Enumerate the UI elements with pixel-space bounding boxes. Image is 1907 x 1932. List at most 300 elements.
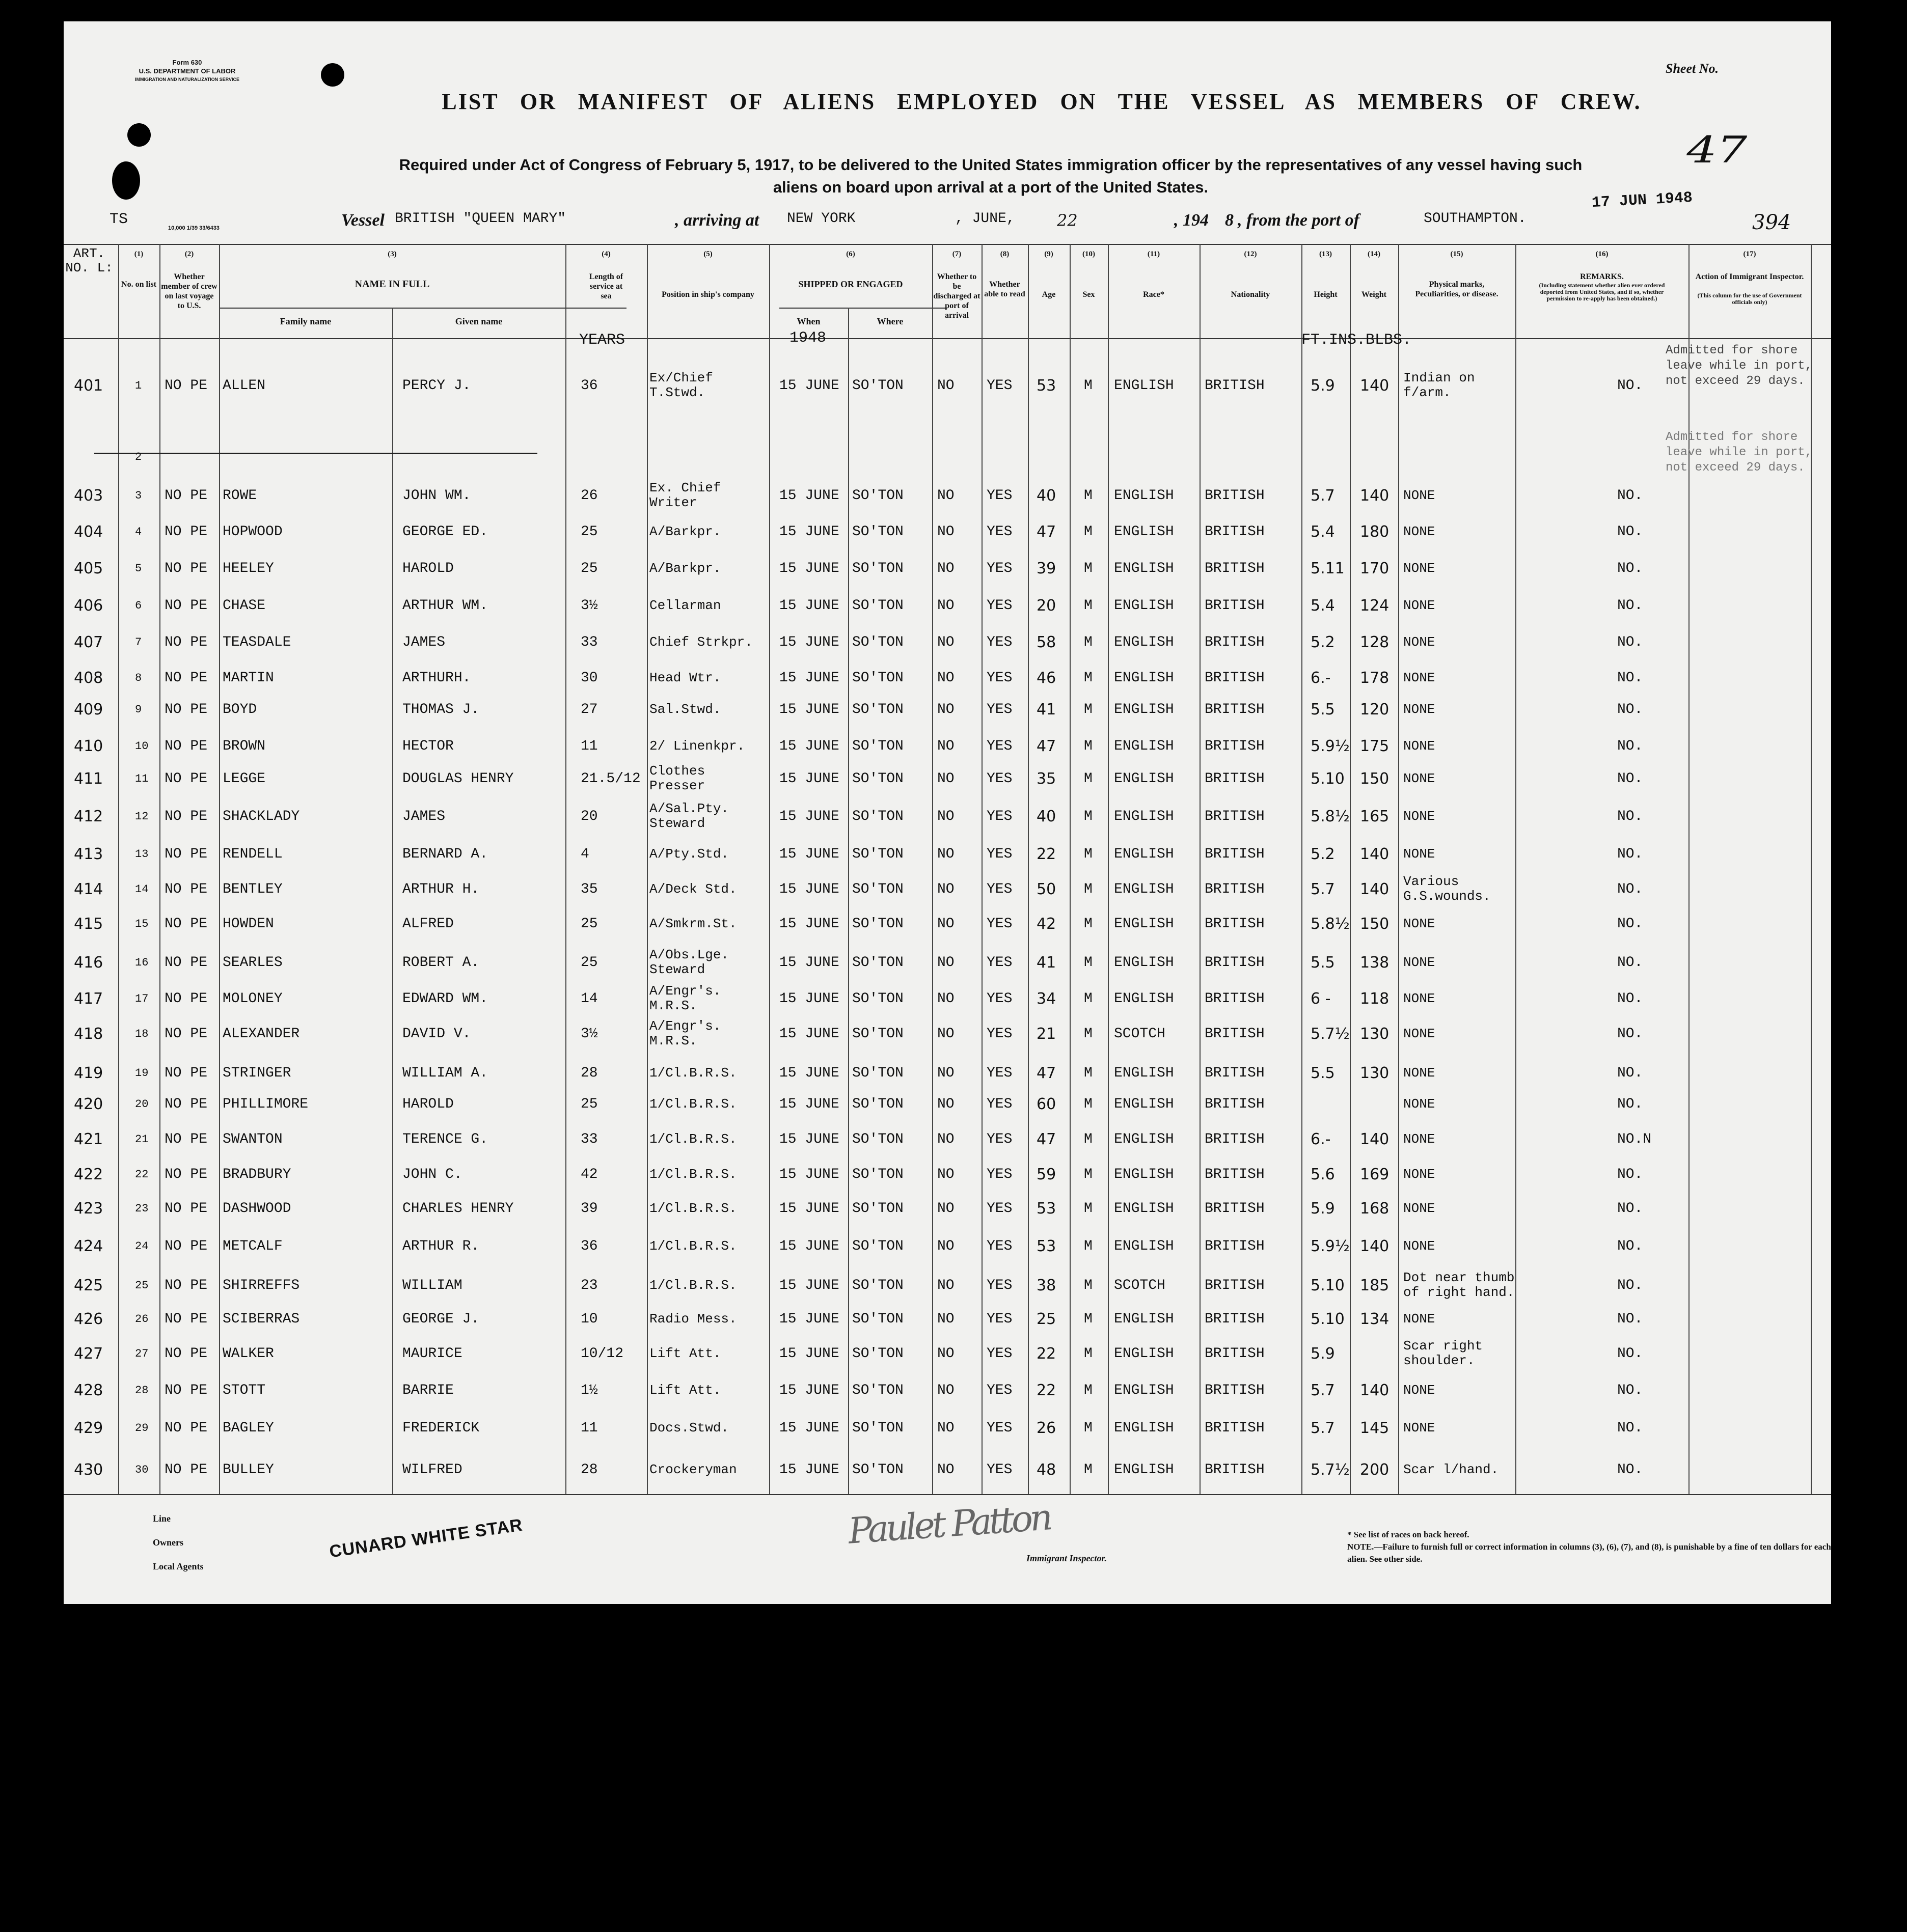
col-13-number: (13) — [1319, 250, 1332, 258]
age-cell: 20 — [1037, 596, 1056, 615]
remarks-cell: NO. — [1617, 1382, 1643, 1398]
sex-cell: M — [1084, 770, 1093, 787]
race-cell: ENGLISH — [1114, 738, 1174, 754]
punch-hole — [112, 161, 140, 200]
list-number-cell: 16 — [135, 956, 149, 969]
physical-marks-cell: NONE — [1403, 808, 1435, 824]
art-number: 420 — [74, 1095, 103, 1113]
weight-cell: 178 — [1360, 669, 1390, 687]
height-cell: 5.9 — [1311, 1344, 1335, 1363]
list-number-cell: 8 — [135, 671, 142, 684]
table-row — [64, 908, 1831, 939]
physical-marks-cell: NONE — [1403, 1166, 1435, 1182]
race-cell: SCOTCH — [1114, 1277, 1165, 1293]
shipped-where-cell: SO'TON — [852, 560, 904, 576]
physical-marks-cell: NONE — [1403, 990, 1435, 1006]
service-length-cell: 25 — [581, 523, 598, 540]
age-cell: 47 — [1037, 1064, 1056, 1082]
height-cell: 5.9½ — [1311, 737, 1350, 755]
race-cell: ENGLISH — [1114, 954, 1174, 971]
shipped-where-cell: SO'TON — [852, 377, 904, 394]
col-7-label: Whether to be discharged at port of arrival — [933, 272, 980, 320]
age-cell: 47 — [1037, 737, 1056, 755]
physical-marks-cell: NONE — [1403, 1096, 1435, 1112]
shipped-where-cell: SO'TON — [852, 990, 904, 1007]
art-number: 413 — [74, 845, 103, 863]
discharged-cell: NO — [937, 377, 955, 394]
unit-year: 1948 — [789, 329, 827, 347]
list-number-cell: 26 — [135, 1312, 149, 1326]
position-cell: 1/Cl.B.R.S. — [649, 1096, 737, 1112]
col-11-label: Race* — [1143, 290, 1164, 299]
able-to-read-cell: YES — [987, 1382, 1013, 1398]
position-cell: 1/Cl.B.R.S. — [649, 1238, 737, 1254]
list-number-cell: 10 — [135, 739, 149, 753]
table-row — [64, 763, 1831, 794]
sex-cell: M — [1084, 1382, 1093, 1398]
race-cell: ENGLISH — [1114, 1200, 1174, 1217]
weight-cell: 150 — [1360, 915, 1390, 933]
able-to-read-cell: YES — [987, 1420, 1013, 1436]
height-cell: 5.5 — [1311, 700, 1335, 719]
handwritten-page-number: 47 — [1686, 128, 1748, 171]
art-number: 403 — [74, 486, 103, 505]
given-name-cell: HAROLD — [402, 560, 454, 576]
weight-cell: 140 — [1360, 845, 1390, 863]
previous-voyage-cell: NO PE — [165, 634, 208, 650]
print-code: 10,000 1/39 33/6433 — [168, 225, 220, 231]
age-cell: 58 — [1037, 633, 1056, 651]
able-to-read-cell: YES — [987, 916, 1013, 932]
shipped-when-cell: 15 JUNE — [779, 881, 839, 897]
sheet-number-label: Sheet No. — [1666, 61, 1719, 76]
nationality-cell: BRITISH — [1205, 1131, 1265, 1147]
service-length-cell: 20 — [581, 808, 598, 824]
physical-marks-cell: NONE — [1403, 487, 1435, 503]
service-length-cell: 36 — [581, 1238, 598, 1254]
able-to-read-cell: YES — [987, 523, 1013, 540]
family-name-cell: RENDELL — [223, 846, 283, 862]
date-stamp: 17 JUN 1948 — [1591, 189, 1693, 212]
remarks-cell: NO. — [1617, 1166, 1643, 1182]
race-cell: ENGLISH — [1114, 1345, 1174, 1362]
discharged-cell: NO — [937, 1065, 955, 1081]
shipped-when-cell: 15 JUNE — [779, 808, 839, 824]
able-to-read-cell: YES — [987, 1166, 1013, 1182]
given-name-cell: JAMES — [402, 808, 446, 824]
art-number: 401 — [74, 376, 103, 395]
service-length-cell: 11 — [581, 738, 598, 754]
given-name-cell: ROBERT A. — [402, 954, 480, 971]
table-row — [64, 370, 1831, 401]
sex-cell: M — [1084, 1238, 1093, 1254]
list-number-cell: 28 — [135, 1384, 149, 1397]
weight-cell: 168 — [1360, 1199, 1390, 1218]
col-12-number: (12) — [1244, 250, 1257, 258]
service-length-cell: 33 — [581, 1131, 598, 1147]
position-cell: A/Barkpr. — [649, 523, 721, 539]
col-14-number: (14) — [1368, 250, 1380, 258]
table-row — [64, 1375, 1831, 1405]
physical-marks-cell: NONE — [1403, 738, 1435, 754]
race-cell: ENGLISH — [1114, 1166, 1174, 1182]
physical-marks-cell: NONE — [1403, 670, 1435, 685]
art-number: 410 — [74, 737, 103, 755]
discharged-cell: NO — [937, 487, 955, 504]
race-note: * See list of races on back hereof. — [1347, 1530, 1469, 1539]
given-name-cell: DAVID V. — [402, 1026, 471, 1042]
able-to-read-cell: YES — [987, 808, 1013, 824]
previous-voyage-cell: NO PE — [165, 1166, 208, 1182]
race-cell: ENGLISH — [1114, 487, 1174, 504]
shipped-where-cell: SO'TON — [852, 1200, 904, 1217]
previous-voyage-cell: NO PE — [165, 560, 208, 576]
height-cell: 5.7 — [1311, 1381, 1335, 1399]
vessel-label: Vessel — [341, 211, 385, 230]
previous-voyage-cell: NO PE — [165, 597, 208, 614]
race-cell: ENGLISH — [1114, 916, 1174, 932]
remarks-cell: NO. — [1617, 738, 1643, 754]
given-name-cell: GEORGE ED. — [402, 523, 488, 540]
remarks-cell: NO. — [1617, 1277, 1643, 1293]
list-number: 394 — [1752, 211, 1791, 234]
physical-marks-cell: NONE — [1403, 701, 1435, 717]
sex-cell: M — [1084, 738, 1093, 754]
discharged-cell: NO — [937, 1382, 955, 1398]
able-to-read-cell: YES — [987, 597, 1013, 614]
weight-cell: 128 — [1360, 633, 1390, 651]
col-6-number: (6) — [846, 250, 855, 258]
service-length-cell: 10/12 — [581, 1345, 624, 1362]
shipped-where-cell: SO'TON — [852, 770, 904, 787]
position-cell: Ex/Chief T.Stwd. — [649, 370, 713, 400]
position-cell: Head Wtr. — [649, 670, 721, 685]
shipped-when-cell: 15 JUNE — [779, 670, 839, 686]
position-cell: A/Barkpr. — [649, 560, 721, 576]
col-8-number: (8) — [1000, 250, 1010, 258]
nationality-cell: BRITISH — [1205, 770, 1265, 787]
previous-voyage-cell: NO PE — [165, 881, 208, 897]
discharged-cell: NO — [937, 1026, 955, 1042]
shipped-where-cell: SO'TON — [852, 1131, 904, 1147]
art-number: 429 — [74, 1419, 103, 1437]
age-cell: 48 — [1037, 1460, 1056, 1479]
family-name-cell: SWANTON — [223, 1131, 283, 1147]
form-number: Form 630 — [172, 59, 202, 66]
shipped-when-cell: 15 JUNE — [779, 1131, 839, 1147]
age-cell: 22 — [1037, 1344, 1056, 1363]
nationality-cell: BRITISH — [1205, 597, 1265, 614]
sex-cell: M — [1084, 1200, 1093, 1217]
art-number: 419 — [74, 1064, 103, 1082]
discharged-cell: NO — [937, 1311, 955, 1327]
physical-marks-cell: Scar right shoulder. — [1403, 1338, 1483, 1368]
previous-voyage-cell: NO PE — [165, 1311, 208, 1327]
height-cell: 5.4 — [1311, 596, 1335, 615]
shipped-when-cell: 15 JUNE — [779, 1420, 839, 1436]
art-no-header: ART. NO. L: — [65, 246, 113, 275]
able-to-read-cell: YES — [987, 1277, 1013, 1293]
family-name-cell: LEGGE — [223, 770, 266, 787]
table-row — [64, 516, 1831, 547]
position-cell: 1/Cl.B.R.S. — [649, 1131, 737, 1147]
year-value: 8 — [1225, 211, 1234, 230]
given-name-cell: EDWARD WM. — [402, 990, 488, 1007]
remarks-cell: NO. — [1617, 634, 1643, 650]
physical-marks-cell: NONE — [1403, 1065, 1435, 1081]
sex-cell: M — [1084, 1131, 1093, 1147]
discharged-cell: NO — [937, 808, 955, 824]
art-number: 414 — [74, 880, 103, 898]
previous-voyage-cell: NO PE — [165, 701, 208, 717]
given-name-cell: ARTHUR WM. — [402, 597, 488, 614]
sex-cell: M — [1084, 1311, 1093, 1327]
given-name-cell: ARTHURH. — [402, 670, 471, 686]
remarks-cell: NO. — [1617, 670, 1643, 686]
table-row — [64, 590, 1831, 621]
remarks-cell: NO. — [1617, 487, 1643, 504]
table-row — [64, 1058, 1831, 1088]
shipped-where-cell: SO'TON — [852, 670, 904, 686]
service-length-cell: 25 — [581, 954, 598, 971]
age-cell: 22 — [1037, 1381, 1056, 1399]
age-cell: 47 — [1037, 1130, 1056, 1148]
physical-marks-cell: Indian on f/arm. — [1403, 370, 1475, 400]
sex-cell: M — [1084, 808, 1093, 824]
crew-table — [64, 244, 1831, 1494]
physical-marks-cell — [1403, 441, 1518, 472]
art-number: 423 — [74, 1199, 103, 1218]
shipped-when-cell: 15 JUNE — [779, 701, 839, 717]
shipped-where-cell: SO'TON — [852, 1311, 904, 1327]
shipped-where-cell: SO'TON — [852, 1382, 904, 1398]
able-to-read-cell: YES — [987, 1311, 1013, 1327]
weight-cell: 140 — [1360, 486, 1390, 505]
able-to-read-cell: YES — [987, 377, 1013, 394]
physical-marks-cell: NONE — [1403, 1382, 1435, 1398]
physical-marks-cell: NONE — [1403, 634, 1435, 650]
col-1-label: No. on list — [121, 280, 156, 289]
previous-voyage-cell: NO PE — [165, 1238, 208, 1254]
list-number-cell: 15 — [135, 917, 149, 930]
discharged-cell: NO — [937, 1096, 955, 1112]
when-header: When — [797, 316, 821, 326]
nationality-cell: BRITISH — [1205, 990, 1265, 1007]
family-name-header: Family name — [280, 316, 332, 326]
race-cell: ENGLISH — [1114, 560, 1174, 576]
physical-marks-cell: Scar l/hand. — [1403, 1461, 1499, 1477]
sex-cell: M — [1084, 634, 1093, 650]
art-number: 424 — [74, 1237, 103, 1255]
height-cell: 5.7½ — [1311, 1460, 1350, 1479]
family-name-cell: HOWDEN — [223, 916, 274, 932]
list-number-cell: 7 — [135, 636, 142, 649]
service-length-cell: 4 — [581, 846, 589, 862]
position-cell: Ex. Chief Writer — [649, 480, 721, 510]
sex-cell: M — [1084, 1026, 1093, 1042]
shipped-when-cell: 15 JUNE — [779, 377, 839, 394]
previous-voyage-cell: NO PE — [165, 1461, 208, 1478]
family-name-cell: SCIBERRAS — [223, 1311, 300, 1327]
art-number: 422 — [74, 1165, 103, 1183]
col-11-number: (11) — [1147, 250, 1160, 258]
arriving-label: , arriving at — [675, 211, 759, 230]
remarks-cell: NO. — [1617, 1096, 1643, 1112]
art-number: 404 — [74, 522, 103, 541]
table-row — [64, 1454, 1831, 1485]
position-cell: Radio Mess. — [649, 1311, 737, 1327]
previous-voyage-cell: NO PE — [165, 1277, 208, 1293]
service-length-cell: 14 — [581, 990, 598, 1007]
height-cell: 5.5 — [1311, 953, 1335, 972]
position-cell: A/Pty.Std. — [649, 846, 729, 862]
sex-cell: M — [1084, 670, 1093, 686]
remarks-cell: NO. — [1617, 597, 1643, 614]
race-cell: ENGLISH — [1114, 1096, 1174, 1112]
discharged-cell: NO — [937, 1345, 955, 1362]
discharged-cell: NO — [937, 1420, 955, 1436]
list-number-cell: 11 — [135, 772, 149, 785]
art-number: 430 — [74, 1460, 103, 1479]
shipped-when-cell: 15 JUNE — [779, 738, 839, 754]
discharged-cell: NO — [937, 846, 955, 862]
race-cell: ENGLISH — [1114, 1238, 1174, 1254]
race-cell: ENGLISH — [1114, 808, 1174, 824]
position-cell: Cellarman — [649, 597, 721, 613]
physical-marks-cell: NONE — [1403, 560, 1435, 576]
height-cell: 5.9½ — [1311, 1237, 1350, 1255]
col-8-label: Whether able to read — [984, 280, 1025, 298]
weight-cell: 134 — [1360, 1310, 1390, 1328]
table-row — [64, 839, 1831, 869]
nationality-cell: BRITISH — [1205, 1420, 1265, 1436]
table-row — [64, 1304, 1831, 1334]
weight-cell: 140 — [1360, 1237, 1390, 1255]
table-row — [64, 480, 1831, 511]
subtitle-line-2: aliens on board upon arrival at a port of the United States. — [773, 178, 1209, 196]
col-16-label: REMARKS. — [1580, 272, 1624, 281]
physical-marks-cell: NONE — [1403, 1026, 1435, 1041]
age-cell: 41 — [1037, 953, 1056, 972]
family-name-cell: METCALF — [223, 1238, 283, 1254]
weight-cell: 180 — [1360, 522, 1390, 541]
list-number-cell: 24 — [135, 1239, 149, 1253]
height-cell: 5.7 — [1311, 880, 1335, 898]
given-name-cell: HAROLD — [402, 1096, 454, 1112]
list-number-cell: 4 — [135, 525, 142, 538]
race-cell: ENGLISH — [1114, 1420, 1174, 1436]
list-number-cell: 23 — [135, 1202, 149, 1215]
given-name-cell: ARTHUR R. — [402, 1238, 480, 1254]
family-name-cell: SHIRREFFS — [223, 1277, 300, 1293]
list-number-cell: 18 — [135, 1027, 149, 1040]
art-number: 425 — [74, 1276, 103, 1294]
position-cell: Crockeryman — [649, 1461, 737, 1477]
remarks-cell: NO. — [1617, 1461, 1643, 1478]
able-to-read-cell: YES — [987, 1461, 1013, 1478]
given-name-cell: WILLIAM — [402, 1277, 462, 1293]
list-number-cell: 6 — [135, 599, 142, 612]
art-number: 407 — [74, 633, 103, 651]
penalty-note: NOTE.—Failure to furnish full or correct information in columns (3), (6), (7), and (8), is punishable by a fine of ten dollars for each alien. See other side. — [1347, 1542, 1831, 1564]
nationality-cell: BRITISH — [1205, 954, 1265, 971]
previous-voyage-cell: NO PE — [165, 954, 208, 971]
weight-cell: 165 — [1360, 807, 1390, 825]
given-name-cell: HECTOR — [402, 738, 454, 754]
remarks-cell: NO. — [1617, 916, 1643, 932]
shipped-where-cell: SO'TON — [852, 881, 904, 897]
sex-cell: M — [1084, 881, 1093, 897]
sex-cell: M — [1084, 1065, 1093, 1081]
shipped-when-cell: 15 JUNE — [779, 523, 839, 540]
able-to-read-cell: YES — [987, 1065, 1013, 1081]
nationality-cell: BRITISH — [1205, 1096, 1265, 1112]
shipped-where-cell: SO'TON — [852, 1277, 904, 1293]
list-number-cell: 22 — [135, 1168, 149, 1181]
given-name-cell: THOMAS J. — [402, 701, 480, 717]
shipped-when-cell: 15 JUNE — [779, 954, 839, 971]
physical-marks-cell: NONE — [1403, 1238, 1435, 1254]
able-to-read-cell: YES — [987, 560, 1013, 576]
table-row — [64, 694, 1831, 725]
service-length-cell: 36 — [581, 377, 598, 394]
previous-voyage-cell: NO PE — [165, 1065, 208, 1081]
position-cell: Sal.Stwd. — [649, 701, 721, 717]
previous-voyage-cell: NO PE — [165, 487, 208, 504]
shipped-where-cell: SO'TON — [852, 701, 904, 717]
family-name-cell: ROWE — [223, 487, 257, 504]
nationality-cell: BRITISH — [1205, 1311, 1265, 1327]
unit-height-weight: FT.INS.BLBS. — [1301, 332, 1412, 349]
able-to-read-cell: YES — [987, 954, 1013, 971]
manifest-sheet — [64, 21, 1831, 1604]
height-cell: 6.- — [1311, 1130, 1331, 1148]
typed-remark-row-1: Admitted for shore leave while in port, not exceed 29 days. — [1666, 344, 1813, 388]
shipped-when-cell: 15 JUNE — [779, 560, 839, 576]
race-cell: ENGLISH — [1114, 990, 1174, 1007]
shipped-when-cell: 15 JUNE — [779, 1461, 839, 1478]
col-16-note: (Including statement whether alien ever ordered deported from United States, and if so, whether permission to re-apply has been obtained.) — [1539, 282, 1665, 302]
height-cell: 6 - — [1311, 989, 1331, 1008]
previous-voyage-cell: NO PE — [165, 377, 208, 394]
art-number: 405 — [74, 559, 103, 577]
age-cell: 42 — [1037, 915, 1056, 933]
col-3-number: (3) — [388, 250, 397, 258]
nationality-cell: BRITISH — [1205, 738, 1265, 754]
nationality-cell: BRITISH — [1205, 701, 1265, 717]
shipped-when-cell: 15 JUNE — [779, 1065, 839, 1081]
table-row — [64, 1338, 1831, 1369]
service-length-cell: 28 — [581, 1065, 598, 1081]
sex-cell: M — [1084, 701, 1093, 717]
age-cell: 59 — [1037, 1165, 1056, 1183]
nationality-cell: BRITISH — [1205, 670, 1265, 686]
weight-cell: 140 — [1360, 1381, 1390, 1399]
shipped-where-cell: SO'TON — [852, 634, 904, 650]
height-cell: 5.4 — [1311, 522, 1335, 541]
weight-cell: 169 — [1360, 1165, 1390, 1183]
discharged-cell: NO — [937, 597, 955, 614]
list-number-cell: 29 — [135, 1421, 149, 1434]
nationality-cell: BRITISH — [1205, 916, 1265, 932]
family-name-cell: MARTIN — [223, 670, 274, 686]
physical-marks-cell: NONE — [1403, 846, 1435, 862]
shipped-when-cell: 15 JUNE — [779, 1382, 839, 1398]
physical-marks-cell: NONE — [1403, 1311, 1435, 1327]
nationality-cell: BRITISH — [1205, 846, 1265, 862]
race-cell: ENGLISH — [1114, 670, 1174, 686]
sex-cell: M — [1084, 377, 1093, 394]
